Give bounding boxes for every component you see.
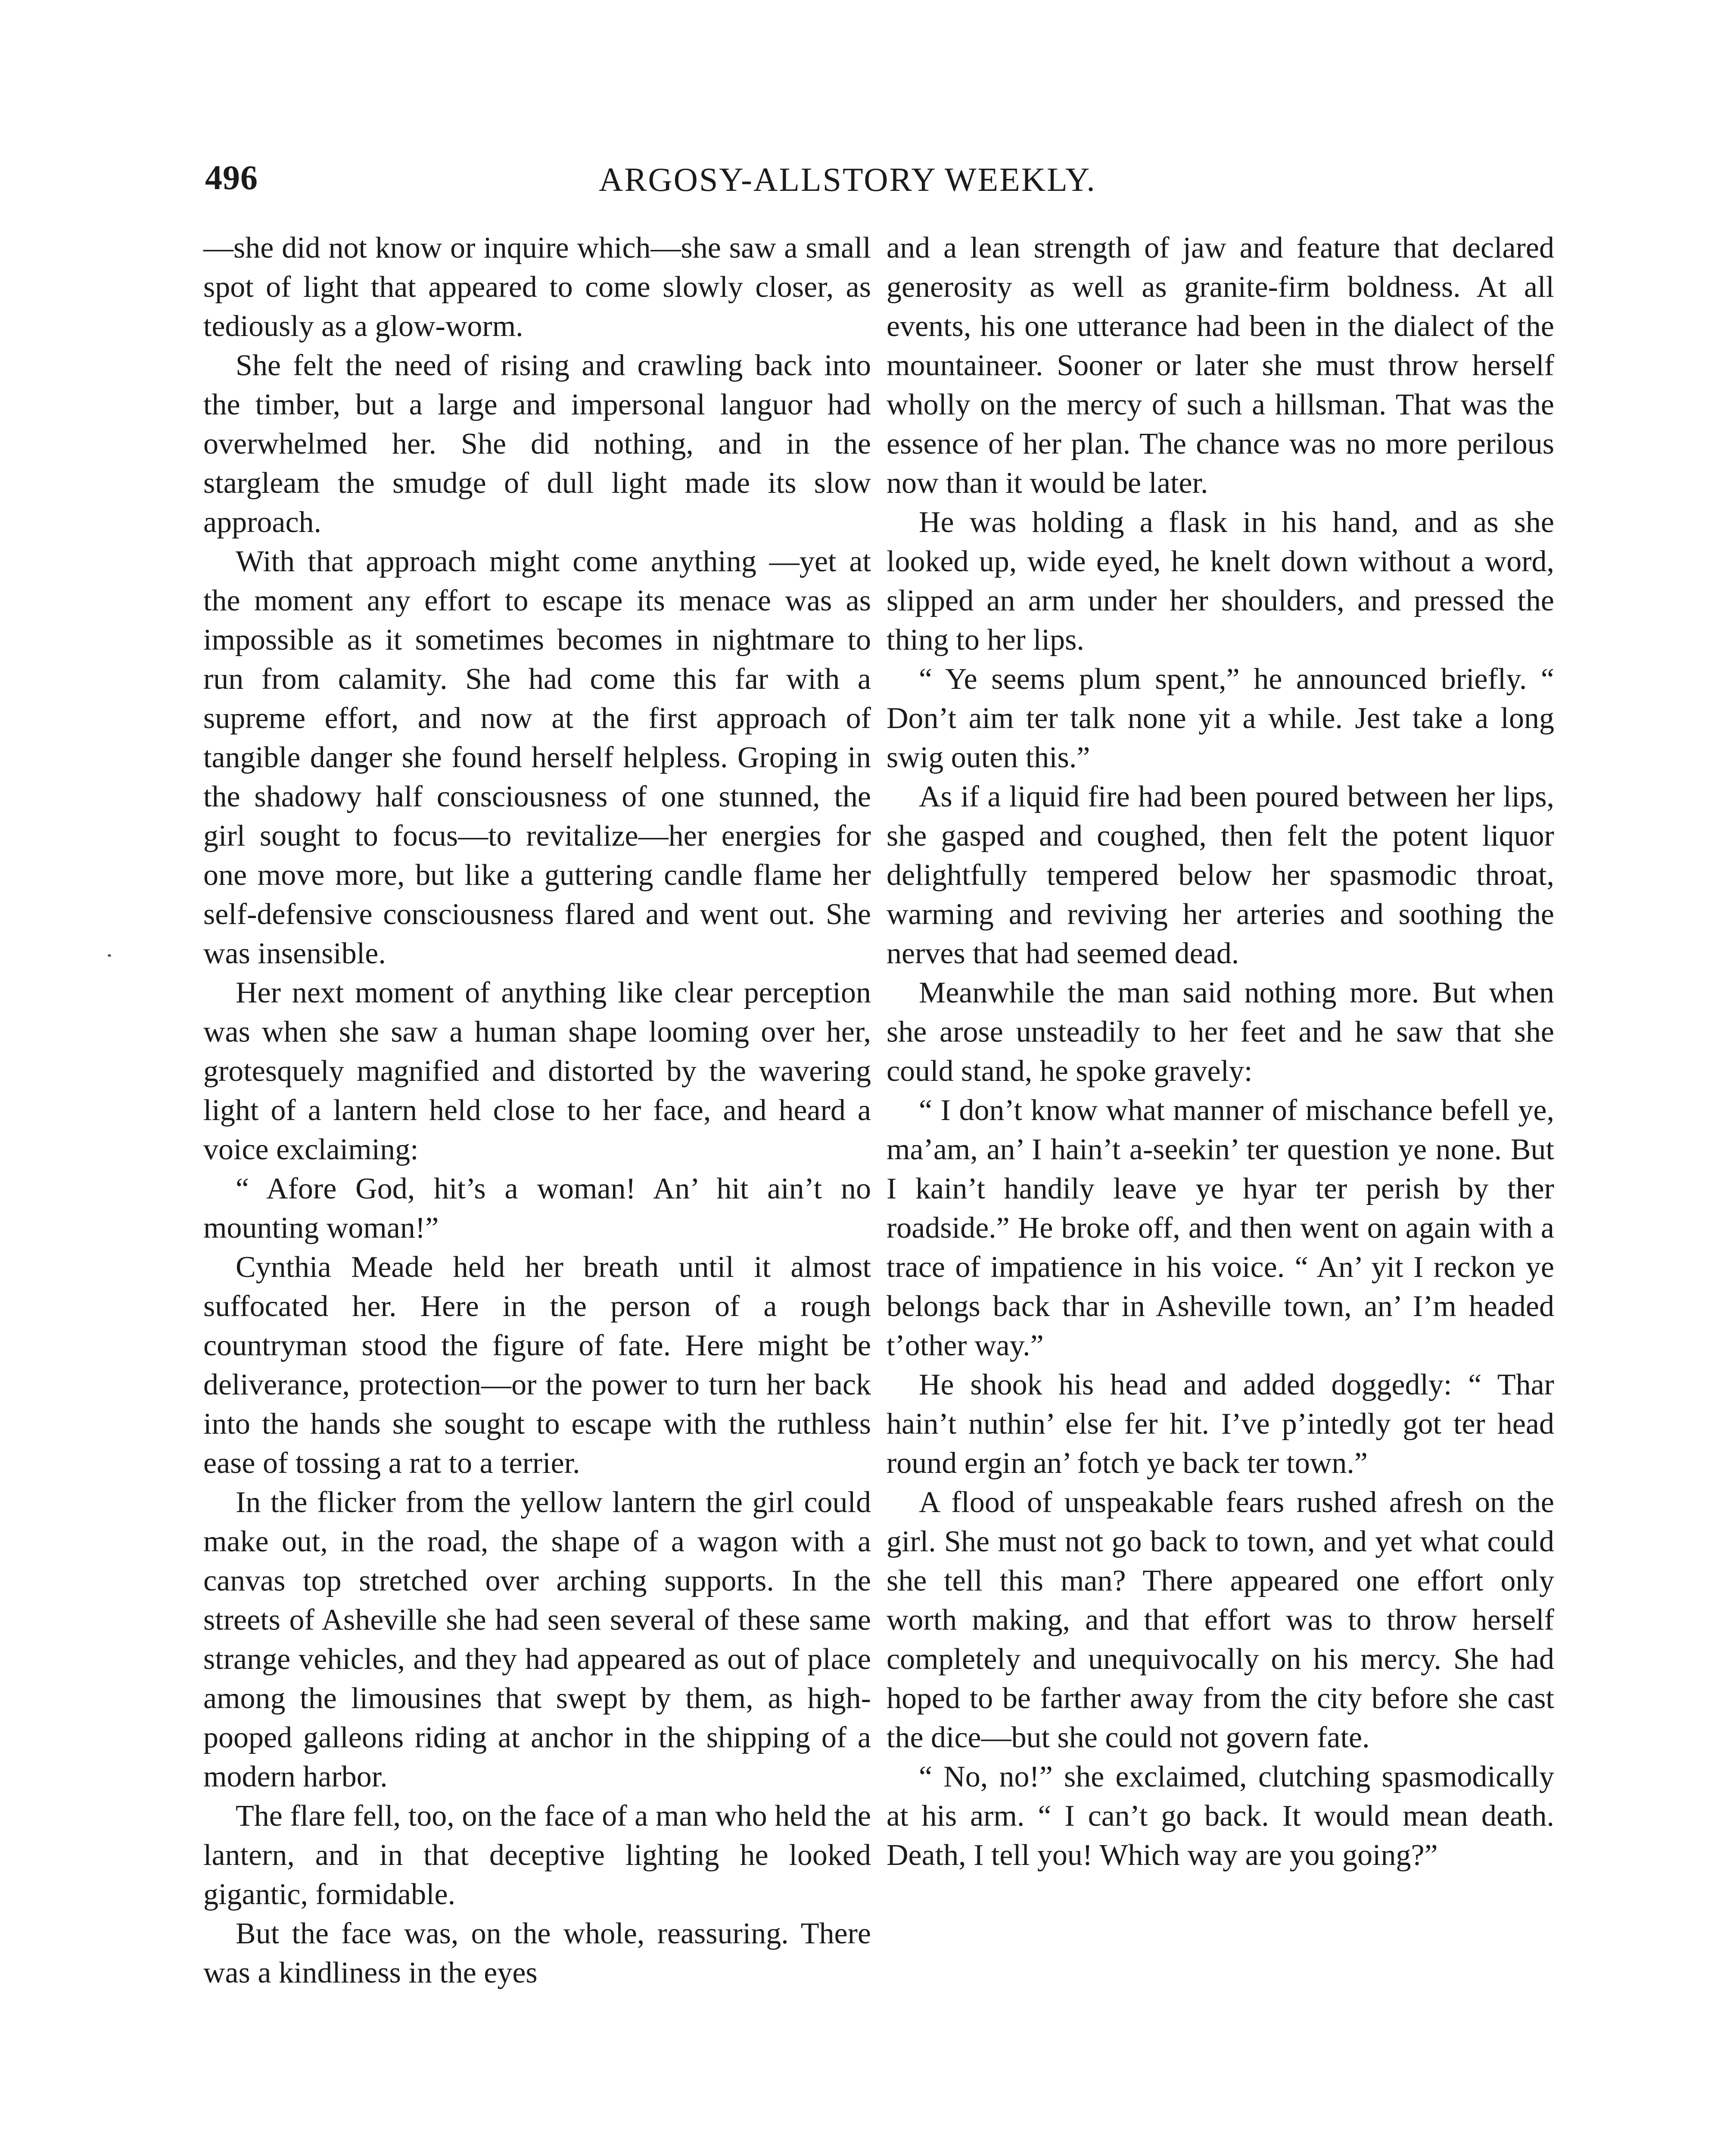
- paragraph: But the face was, on the whole, reassuring. There was a kindliness in the eyes: [203, 1917, 871, 1989]
- paragraph: She felt the need of rising and crawling back into the timber, but a large and impersonal languor had overwhelmed her. She did nothing, and in the stargleam the smudge of dull light made its slow approach.: [203, 349, 871, 539]
- paragraph: Cynthia Meade held her breath until it almost suffocated her. Here in the person of a rough countryman stood the figure of fate. Here might be deliverance, protection—or the power to turn her back into the hands she sought to escape with the ruthless ease of tossing a rat to a terrier.: [203, 1251, 871, 1480]
- paragraph: In the flicker from the yellow lantern the girl could make out, in the road, the shape of a wagon with a canvas top stretched over arching supports. In the streets of Asheville she had seen several of these same strange vehicles, and they had appeared as out of place among the limousines that swept by them, as high-pooped galleons riding at anchor in the shipping of a modern harbor.: [203, 1486, 871, 1793]
- left-column: [203, 228, 871, 1992]
- paragraph: As if a liquid fire had been poured between her lips, she gasped and coughed, then felt the potent liquor delightfully tempered below her spasmodic throat, warming and reviving her arteries and soothing the nerves that had seemed dead.: [887, 780, 1554, 970]
- print-speck: [108, 954, 111, 957]
- page-number: 496: [205, 159, 258, 197]
- paragraph: Her next moment of anything like clear perception was when she saw a human shape looming over her, grotesquely magnified and distorted by the wavering light of a lantern held close to her face, and heard a voice exclaiming:: [203, 976, 871, 1166]
- paragraph: The flare fell, too, on the face of a man who held the lantern, and in that deceptive lighting he looked gigantic, formidable.: [203, 1799, 871, 1911]
- right-column: [887, 228, 1554, 1875]
- paragraph: A flood of unspeakable fears rushed afresh on the girl. She must not go back to town, and yet what could she tell this man? There appeared one effort only worth making, and that effort was to throw herself completely and unequivocally on his mercy. She had hoped to be farther away from the city before she cast the dice—but she could not govern fate.: [887, 1486, 1554, 1754]
- paragraph: He shook his head and added doggedly: “ Thar hain’t nuthin’ else fer hit. I’ve p’intedly got ter head round ergin an’ fotch ye back ter town.”: [887, 1368, 1554, 1480]
- paragraph: —she did not know or inquire which—she saw a small spot of light that appeared to come slowly closer, as tediously as a glow-worm.: [203, 231, 871, 343]
- paragraph: “ I don’t know what manner of mischance befell ye, ma’am, an’ I hain’t a-seekin’ ter question ye none. But I kain’t handily leave ye hyar ter perish by ther roadside.” He broke off, and then went on again with a trace of impatience in his voice. “ An’ yit I reckon ye belongs back thar in Asheville town, an’ I’m headed t’other way.”: [887, 1094, 1554, 1362]
- paragraph: “ Ye seems plum spent,” he announced briefly. “ Don’t aim ter talk none yit a while. Jest take a long swig outen this.”: [887, 663, 1554, 774]
- paragraph: “ Afore God, hit’s a woman! An’ hit ain’t no mounting woman!”: [203, 1172, 871, 1245]
- paragraph: He was holding a flask in his hand, and as she looked up, wide eyed, he knelt down without a word, slipped an arm under her shoulders, and pressed the thing to her lips.: [887, 506, 1554, 657]
- paragraph: and a lean strength of jaw and feature that declared generosity as well as granite-firm boldness. At all events, his one utterance had been in the dialect of the mountaineer. Sooner or later she must throw herself wholly on the mercy of such a hillsman. That was the essence of her plan. The chance was no more perilous now than it would be later.: [887, 231, 1554, 500]
- paragraph: Meanwhile the man said nothing more. But when she arose unsteadily to her feet and he saw that she could stand, he spoke gravely:: [887, 976, 1554, 1088]
- paragraph: With that approach might come anything —yet at the moment any effort to escape its menace was as impossible as it sometimes becomes in nightmare to run from calamity. She had come this far with a supreme effort, and now at the first approach of tangible danger she found herself helpless. Groping in the shadowy half consciousness of one stunned, the girl sought to focus—to revitalize—her energies for one move more, but like a guttering candle flame her self-defensive consciousness flared and went out. She was insensible.: [203, 545, 871, 970]
- paragraph: “ No, no!” she exclaimed, clutching spasmodically at his arm. “ I can’t go back. It would mean death. Death, I tell you! Which way are you going?”: [887, 1760, 1554, 1872]
- running-title: ARGOSY-ALLSTORY WEEKLY.: [599, 161, 1096, 198]
